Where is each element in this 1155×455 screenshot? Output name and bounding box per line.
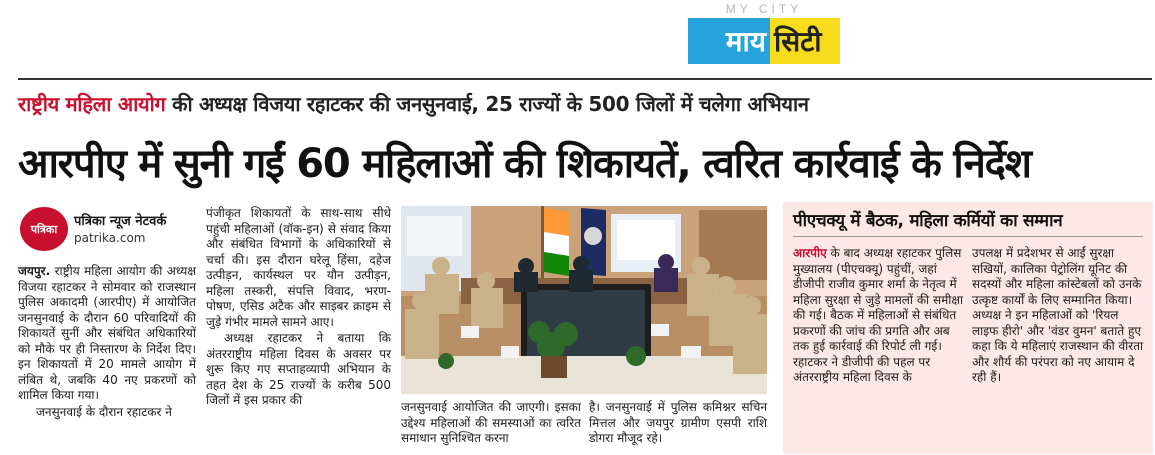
sidebar-divider (793, 236, 1143, 237)
article-paragraph (18, 264, 196, 404)
section-masthead (688, 0, 840, 70)
byline (20, 207, 195, 251)
article-column-2 (206, 206, 391, 410)
article-column-4: है। जनसुनवाई में पुलिस कमिश्नर सचिन मित्तल और जयपुर ग्रामीण एसपी राशि डोगरा मौजूद रहे। (589, 400, 767, 445)
sidebar-column-1 (793, 246, 965, 386)
sidebar-title: पीएचक्यू में बैठक, महिला कर्मियों का सम्मान (793, 211, 1063, 231)
kicker (18, 90, 1152, 124)
article-paragraph: जनसुनवाई के दौरान रहाटकर ने (36, 404, 172, 419)
meeting-photo (401, 206, 767, 394)
sidebar-text-1: के बाद अध्यक्ष रहाटकर पुलिस मुख्यालय (पीएचक्यू) पहुंचीं, जहां डीजीपी राजीव कुमार शर्मा के नेतृत्व में महिला सुरक्षा से जुड़े मामलों की समीक्षा की गई। बैठक में महिलाओं से संबंधित प्रकरणों की जांच की प्रगति और अब तक हुई कार्रवाई की रिपोर्ट ली गई। रहाटकर ने डीजीपी की पहल पर अंतरराष्ट्रीय महिला दिवस के (793, 246, 964, 384)
byline-network: पत्रिका न्यूज नेटवर्क (74, 214, 167, 229)
article-paragraph: पंजीकृत शिकायतों के साथ-साथ सीधे पहुंची महिलाओं (वॉक-इन) से संवाद किया और संबंधित विभागों के अधिकारियों से चर्चा की। इस दौरान घरेलू हिंसा, दहेज उत्पीड़न, कार्यस्थल पर यौन उत्पीड़न, महिला तस्करी, संपत्ति विवाद, भरण-पोषण, एसिड अटैक और साइबर क्राइम से जुड़े गंभीर मामले सामने आए। (206, 206, 391, 329)
byline-site: patrika.com (74, 231, 146, 245)
kicker-text: की अध्यक्ष विजया रहाटकर की जनसुनवाई, 25 राज्यों के 500 जिलों में चलेगा अभियान (165, 92, 809, 116)
paragraph-text: राष्ट्रीय महिला आयोग की अध्यक्ष विजया रहाटकर ने सोमवार को राजस्थान पुलिस अकादमी (आरपीए) में आयोजित जनसुनवाई के दौरान 60 परिवादियों की शिकायतें सुनीं और संबंधित अधिकारियों को मौके पर ही निस्तारण के निर्देश दिए। इन शिकायतों में 20 मामले आयोग में लंबित थे, जबकि 40 नए प्रकरणों को शामिल किया गया। (18, 264, 196, 402)
sidebar-dateline: आरपीए (793, 246, 827, 260)
masthead-english: MY CITY (725, 2, 803, 16)
dateline: जयपुर. (18, 264, 51, 278)
article-column-1 (18, 264, 196, 421)
meeting-photo-illustration (401, 206, 767, 394)
masthead-logo (688, 18, 840, 64)
article-paragraph: अध्यक्ष रहाटकर ने बताया कि अंतरराष्ट्रीय महिला दिवस के अवसर पर शुरू किए गए सप्ताहव्यापी अभियान के तहत देश के 25 राज्यों के करीब 500 जिलों में इस प्रकार की (206, 331, 391, 407)
masthead-left: माय (688, 18, 770, 64)
patrika-logo: पत्रिका (20, 207, 68, 251)
article-column-3: जनसुनवाई आयोजित की जाएगी। इसका उद्देश्य महिलाओं की समस्याओं का त्वरित समाधान सुनिश्चित करना (401, 400, 581, 445)
sidebar-box (783, 202, 1153, 454)
headline: आरपीए में सुनी गईं 60 महिलाओं की शिकायतें, त्वरित कार्रवाई के निर्देश (18, 141, 1031, 187)
kicker-highlight: राष्ट्रीय महिला आयोग (18, 92, 166, 116)
top-rule (18, 78, 1152, 80)
masthead-right: सिटी (770, 18, 840, 64)
sidebar-column-2: उपलक्ष में प्रदेशभर से आईं सुरक्षा सखियों, कालिका पेट्रोलिंग यूनिट की सदस्यों और महिला कांस्टेबलों को उनके उत्कृष्ट कार्यों के लिए सम्मानित किया। अध्यक्ष ने इन महिलाओं को 'रियल लाइफ हीरो' और 'वंडर वुमन' बताते हुए कहा कि ये महिलाएं राजस्थान की वीरता और शौर्य की परंपरा को नए आयाम दे रही हैं। (972, 246, 1144, 384)
